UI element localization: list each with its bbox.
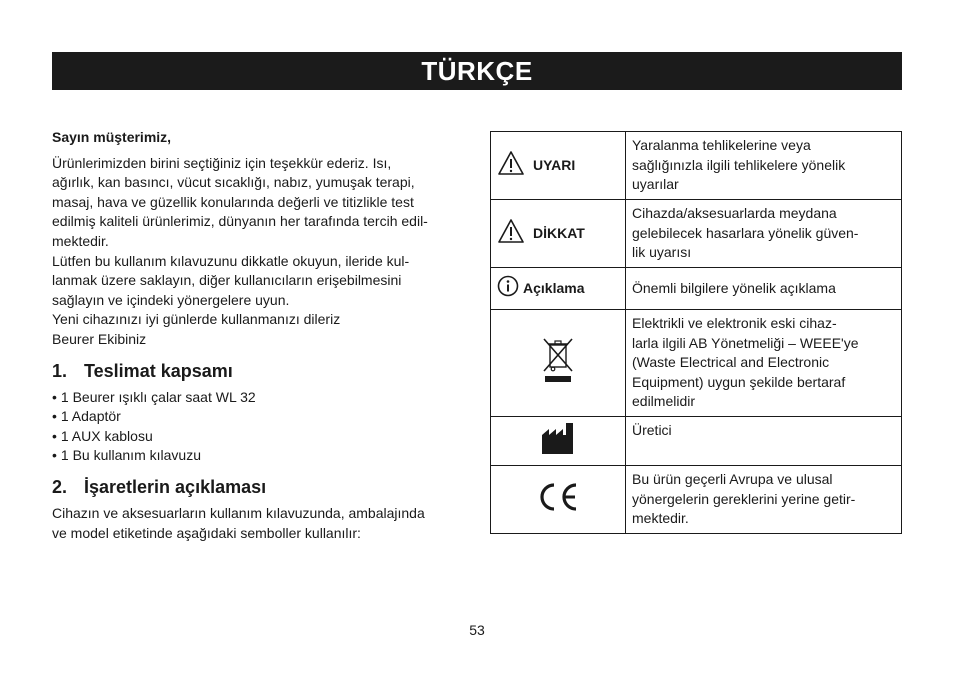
table-row [491, 132, 902, 200]
intro-line: Beurer Ekibiniz [52, 330, 147, 347]
info-circle-icon [497, 275, 519, 303]
greeting: Sayın müşterimiz, [52, 129, 172, 145]
description-line: mektedir. [632, 510, 689, 527]
description-line: Yaralanma tehlikelerine veya [632, 137, 811, 153]
symbol-cell [491, 268, 626, 310]
description-line: gelebilecek hasarlara yönelik güven- [632, 224, 859, 241]
section-heading-delivery [52, 360, 472, 382]
list-item-text: 1 Beurer ışıklı çalar saat WL 32 [60, 388, 256, 405]
symbols-intro-line: ve model etiketinde aşağıdaki semboller kullanılır: [52, 524, 361, 541]
description-line: Önemli bilgilere yönelik açıklama [632, 279, 836, 296]
table-row [491, 310, 902, 417]
section-heading-symbols [52, 476, 472, 498]
bullet: • [52, 408, 57, 425]
symbols-table [490, 131, 902, 534]
description-line: yönergelerin gereklerini yerine getir- [632, 490, 856, 507]
page-title: TÜRKÇE [421, 56, 533, 86]
description-cell [626, 465, 902, 533]
section-title: İşaretlerin açıklaması [84, 476, 267, 497]
delivery-list [52, 388, 472, 466]
description-line: larla ilgili AB Yönetmeliği – WEEE'ye [632, 334, 859, 351]
description-line: uyarılar [632, 176, 679, 193]
ce-mark-icon [536, 499, 580, 515]
list-item [52, 388, 472, 408]
description-cell [626, 416, 902, 465]
section-number: 1. [52, 360, 68, 381]
page-header [52, 52, 902, 90]
intro-line: mektedir. [52, 232, 109, 249]
intro-line: Ürünlerimizden birini seçtiğiniz için teşekkür ederiz. Isı, [52, 154, 392, 171]
description-line: Equipment) uygun şekilde bertaraf [632, 373, 846, 390]
description-line: Cihazda/aksesuarlarda meydana [632, 205, 837, 221]
warning-triangle-icon [497, 150, 525, 182]
table-row [491, 465, 902, 533]
description-line: Elektrikli ve elektronik eski cihaz- [632, 315, 837, 331]
description-cell [626, 132, 902, 200]
list-item-text: 1 Adaptör [60, 408, 121, 425]
description-line: Bu ürün geçerli Avrupa ve ulusal [632, 470, 833, 487]
bullet: • [52, 447, 57, 464]
intro-paragraph [52, 154, 472, 350]
bullet: • [52, 427, 57, 444]
symbol-label: UYARI [533, 156, 576, 173]
description-line: sağlığınızla ilgili tehlikelere yönelik [632, 156, 846, 173]
symbol-cell [491, 132, 626, 200]
description-cell [626, 310, 902, 417]
list-item [52, 427, 472, 447]
symbols-intro-line: Cihazın ve aksesuarların kullanım kılavuzunda, ambalajında [52, 504, 425, 521]
page-number: 53 [469, 622, 485, 638]
section-number: 2. [52, 476, 68, 497]
weee-crossed-bin-icon [541, 371, 575, 387]
symbols-intro [52, 504, 472, 543]
manufacturer-factory-icon [540, 442, 576, 458]
symbol-cell [491, 200, 626, 268]
list-item-text: 1 AUX kablosu [60, 427, 153, 444]
table-row [491, 200, 902, 268]
description-line: (Waste Electrical and Electronic [632, 354, 830, 371]
symbol-cell [491, 465, 626, 533]
list-item [52, 407, 472, 427]
warning-triangle-icon [497, 218, 525, 250]
description-line: lik uyarısı [632, 244, 692, 261]
symbol-label: DİKKAT [533, 224, 585, 241]
description-line: Üretici [632, 421, 672, 438]
description-line: edilmelidir [632, 393, 696, 410]
left-column [52, 128, 472, 543]
table-row [491, 416, 902, 465]
section-title: Teslimat kapsamı [84, 360, 233, 381]
list-item [52, 446, 472, 466]
intro-line: ağırlık, kan basıncı, vücut sıcaklığı, nabız, yumuşak terapi, [52, 174, 415, 191]
intro-line: masaj, hava ve güzellik konularında değerli ve titizlikle test [52, 193, 414, 210]
bullet: • [52, 388, 57, 405]
intro-line: sağlayın ve içindeki yönergelere uyun. [52, 291, 290, 308]
intro-line: Lütfen bu kullanım kılavuzunu dikkatle okuyun, ileride kul- [52, 252, 410, 269]
list-item-text: 1 Bu kullanım kılavuzu [60, 447, 201, 464]
table-row [491, 268, 902, 310]
symbol-label: Açıklama [523, 279, 585, 296]
intro-line: lanmak üzere saklayın, diğer kullanıcıların erişebilmesini [52, 272, 402, 289]
symbol-cell [491, 416, 626, 465]
description-cell [626, 200, 902, 268]
intro-line: edilmiş kaliteli ürünlerimiz, dünyanın her tarafında tercih edil- [52, 213, 428, 230]
intro-line: Yeni cihazınızı iyi günlerde kullanmanızı dileriz [52, 311, 341, 328]
symbol-cell [491, 310, 626, 417]
description-cell [626, 268, 902, 310]
